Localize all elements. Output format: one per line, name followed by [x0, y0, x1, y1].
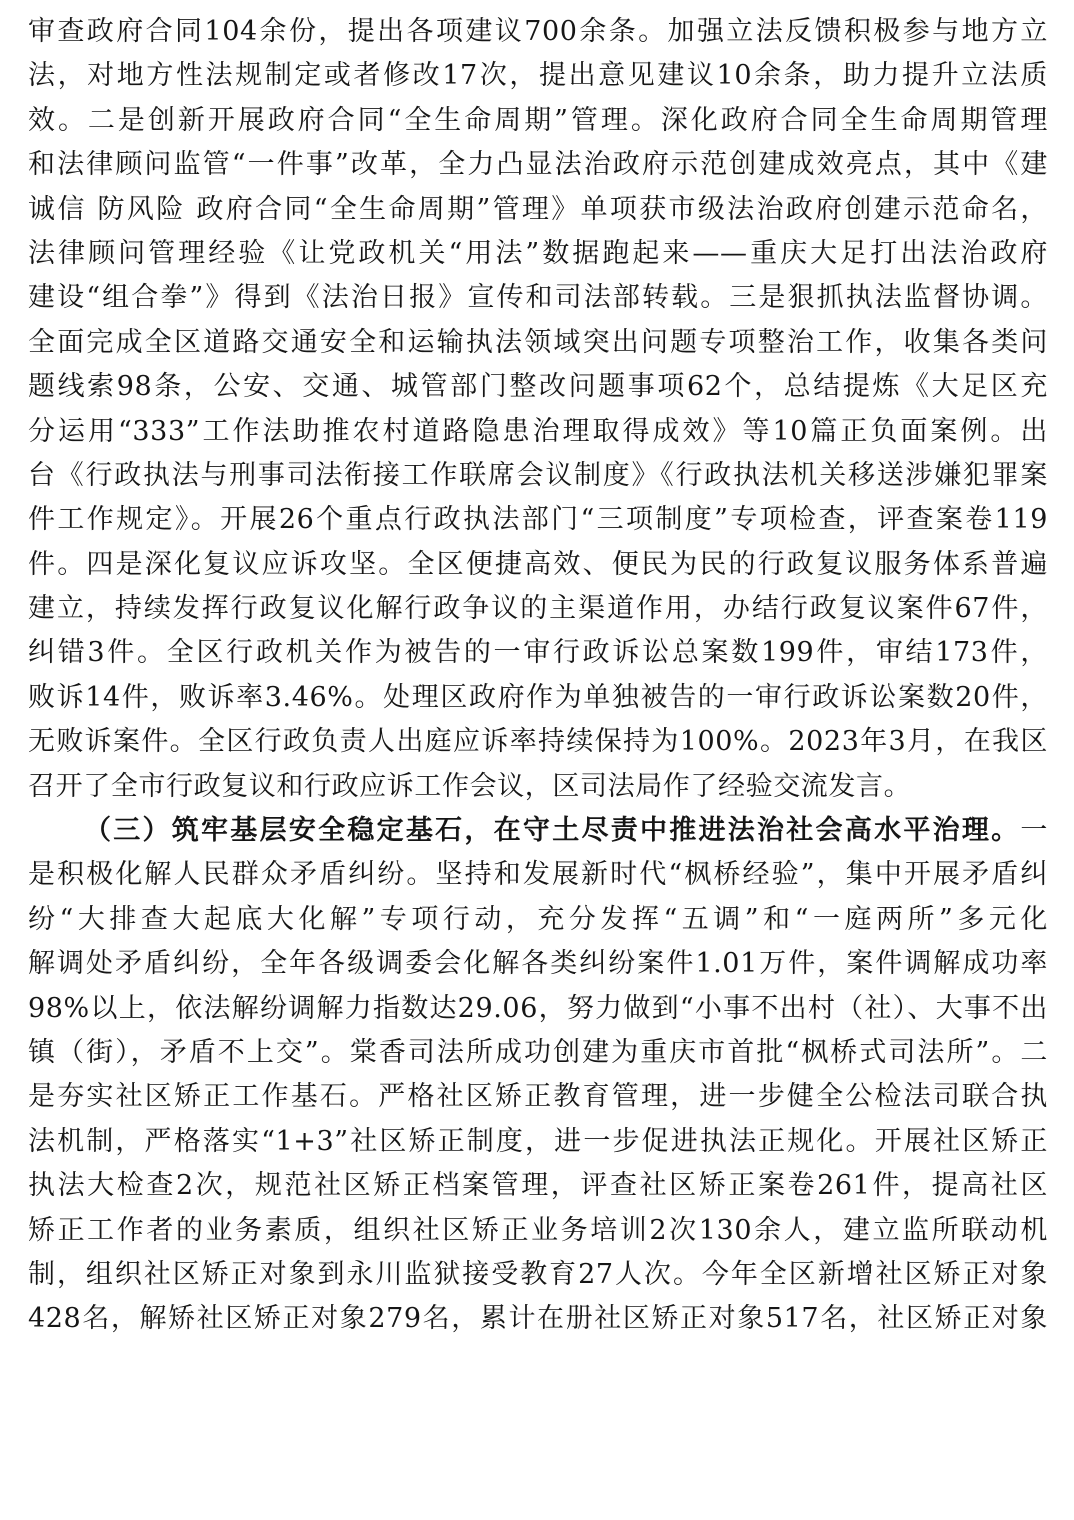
paragraph-line: 分运用“333”工作法助推农村道路隐患治理取得成效》等10篇正负面案例。出	[28, 415, 1048, 447]
paragraph-line: 无败诉案件。全区行政负责人出庭应诉率持续保持为100%。2023年3月，在我区	[28, 726, 1048, 758]
paragraph-line: 建设“组合拳”》得到《法治日报》宣传和司法部转载。三是狠抓执法监督协调。	[28, 282, 1048, 314]
paragraph-line: 法，对地方性法规制定或者修改17次，提出意见建议10余条，助力提升立法质	[28, 60, 1048, 92]
paragraph-line: 是积极化解人民群众矛盾纠纷。坚持和发展新时代“枫桥经验”，集中开展矛盾纠	[28, 859, 1048, 891]
paragraph-line: 纷“大排查大起底大化解”专项行动，充分发挥“五调”和“一庭两所”多元化	[28, 903, 1048, 935]
paragraph-line: 建立，持续发挥行政复议化解行政争议的主渠道作用，办结行政复议案件67件，	[28, 593, 1048, 625]
paragraph-line: 和法律顾问监管“一件事”改革，全力凸显法治政府示范创建成效亮点，其中《建	[28, 149, 1048, 181]
paragraph-line: 428名，解矫社区矫正对象279名，累计在册社区矫正对象517名，社区矫正对象	[28, 1303, 1048, 1335]
paragraph-line: 矫正工作者的业务素质，组织社区矫正业务培训2次130余人，建立监所联动机	[28, 1214, 1048, 1246]
paragraph-line: 召开了全市行政复议和行政应诉工作会议，区司法局作了经验交流发言。	[28, 770, 912, 802]
paragraph-line: 是夯实社区矫正工作基石。严格社区矫正教育管理，进一步健全公检法司联合执	[28, 1081, 1048, 1113]
paragraph-line: 执法大检查2次，规范社区矫正档案管理，评查社区矫正案卷261件，提高社区	[28, 1170, 1048, 1202]
paragraph-line: 98%以上，依法解纷调解力指数达29.06，努力做到“小事不出村（社）、大事不出	[28, 992, 1048, 1024]
paragraph-line: 件工作规定》。开展26个重点行政执法部门“三项制度”专项检查，评查案卷119	[28, 504, 1048, 536]
section-heading: （三）筑牢基层安全稳定基石，在守土尽责中推进法治社会高水平治理。	[84, 815, 1021, 847]
paragraph-line: 全面完成全区道路交通安全和运输执法领域突出问题专项整治工作，收集各类问	[28, 326, 1048, 358]
paragraph-line: 解调处矛盾纠纷，全年各级调委会化解各类纠纷案件1.01万件，案件调解成功率	[28, 948, 1048, 980]
section-heading-line	[28, 809, 1048, 853]
paragraph-line: 件。四是深化复议应诉攻坚。全区便捷高效、便民为民的行政复议服务体系普遍	[28, 548, 1048, 580]
paragraph-line: 台《行政执法与刑事司法衔接工作联席会议制度》《行政执法机关移送涉嫌犯罪案	[28, 459, 1048, 491]
paragraph-line: 纠错3件。全区行政机关作为被告的一审行政诉讼总案数199件，审结173件，	[28, 637, 1048, 669]
paragraph-line: 镇（街），矛盾不上交”。棠香司法所成功创建为重庆市首批“枫桥式司法所”。二	[28, 1036, 1048, 1068]
paragraph-line: 法律顾问管理经验《让党政机关“用法”数据跑起来——重庆大足打出法治政府	[28, 237, 1048, 269]
document-page	[28, 10, 1048, 1342]
paragraph-line: 法机制，严格落实“1+3”社区矫正制度，进一步促进执法正规化。开展社区矫正	[28, 1125, 1048, 1157]
section-heading-tail: 一	[1020, 815, 1048, 847]
paragraph-line: 审查政府合同104余份，提出各项建议700余条。加强立法反馈积极参与地方立	[28, 16, 1048, 47]
paragraph-line: 效。二是创新开展政府合同“全生命周期”管理。深化政府合同全生命周期管理	[28, 104, 1048, 136]
paragraph-line: 败诉14件，败诉率3.46%。处理区政府作为单独被告的一审行政诉讼案数20件，	[28, 681, 1048, 713]
paragraph-line: 诚信 防风险 政府合同“全生命周期”管理》单项获市级法治政府创建示范命名，	[28, 193, 1048, 225]
paragraph-line: 题线索98条，公安、交通、城管部门整改问题事项62个，总结提炼《大足区充	[28, 371, 1048, 403]
paragraph-line: 制，组织社区矫正对象到永川监狱接受教育27人次。今年全区新增社区矫正对象	[28, 1258, 1048, 1290]
